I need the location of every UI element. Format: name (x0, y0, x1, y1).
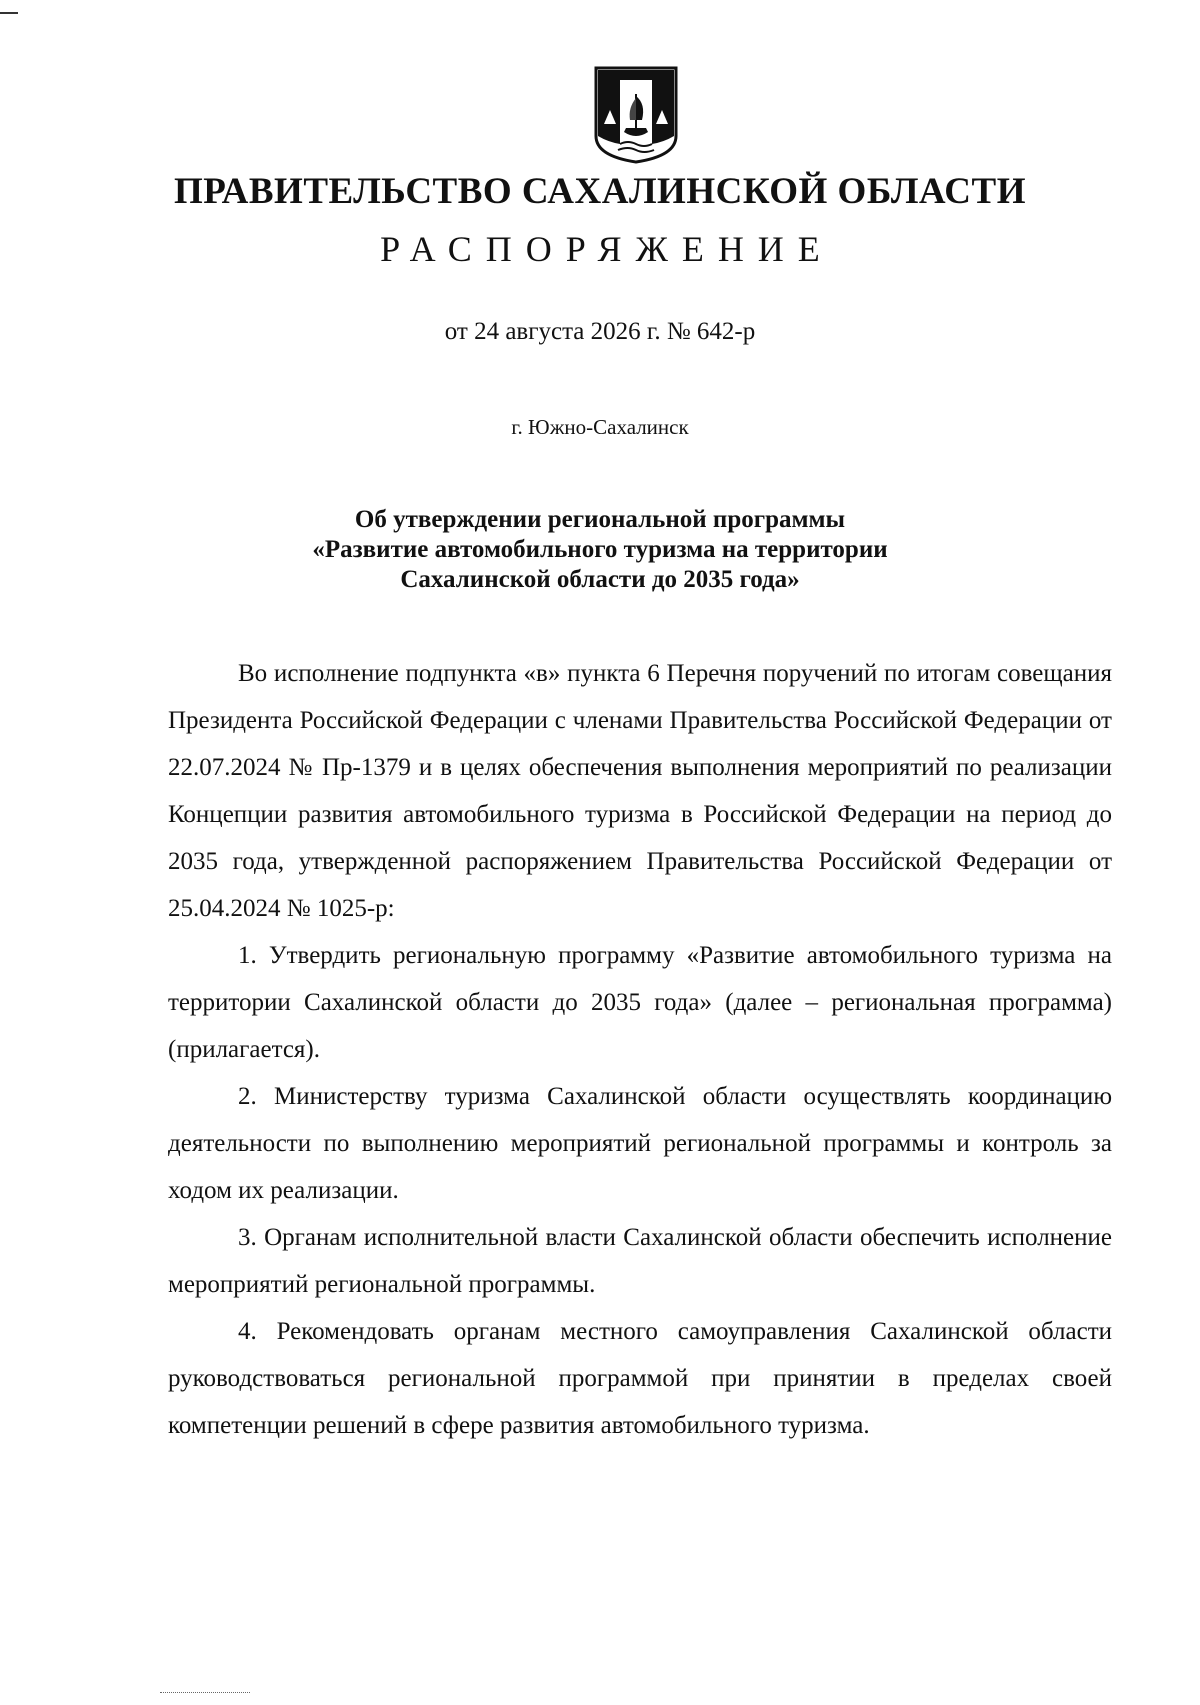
subject-line: Об утверждении региональной программы (354, 506, 846, 533)
doc-date-number: от 24 августа 2026 г. № 642-р (444, 318, 756, 345)
doc-body (168, 650, 1112, 1449)
footer-rule (160, 1692, 250, 1695)
sakhalin-coat-of-arms-icon (590, 64, 682, 164)
subject-line: Сахалинской области до 2035 года» (400, 566, 800, 593)
subject-line: «Развитие автомобильного туризма на территории (312, 536, 888, 563)
item-paragraph: 2. Министерству туризма Сахалинской области осуществлять координацию деятельности по выполнению мероприятий региональной программы и контроль за ходом их реализации. (168, 1083, 1112, 1204)
item-paragraph: 3. Органам исполнительной власти Сахалинской области обеспечить исполнение мероприятий региональной программы. (168, 1224, 1112, 1298)
scan-corner-mark (0, 0, 18, 14)
doc-subject (0, 505, 1200, 595)
item-paragraph: 1. Утвердить региональную программу «Развитие автомобильного туризма на территории Сахалинской области до 2035 года» (далее – региональная программа) (прилагается). (168, 942, 1112, 1063)
item-paragraph: 4. Рекомендовать органам местного самоуправления Сахалинской области руководствоваться региональной программой при принятии в пределах своей компетенции решений в сфере развития автомобильного туризма. (168, 1318, 1112, 1439)
doc-kind: РАСПОРЯЖЕНИЕ (380, 229, 834, 269)
doc-city: г. Южно-Сахалинск (511, 415, 689, 439)
preamble-paragraph: Во исполнение подпункта «в» пункта 6 Перечня поручений по итогам совещания Президента Российской Федерации с членами Правительства Российской Федерации от 22.07.2024 № Пр-1379 и в целях обеспечения выполнения мероприятий по реализации Концепции развития автомобильного туризма в Российской Федерации на период до 2035 года, утвержденной распоряжением Правительства Российской Федерации от 25.04.2024 № 1025-р: (168, 660, 1112, 922)
org-title: ПРАВИТЕЛЬСТВО САХАЛИНСКОЙ ОБЛАСТИ (174, 171, 1026, 212)
